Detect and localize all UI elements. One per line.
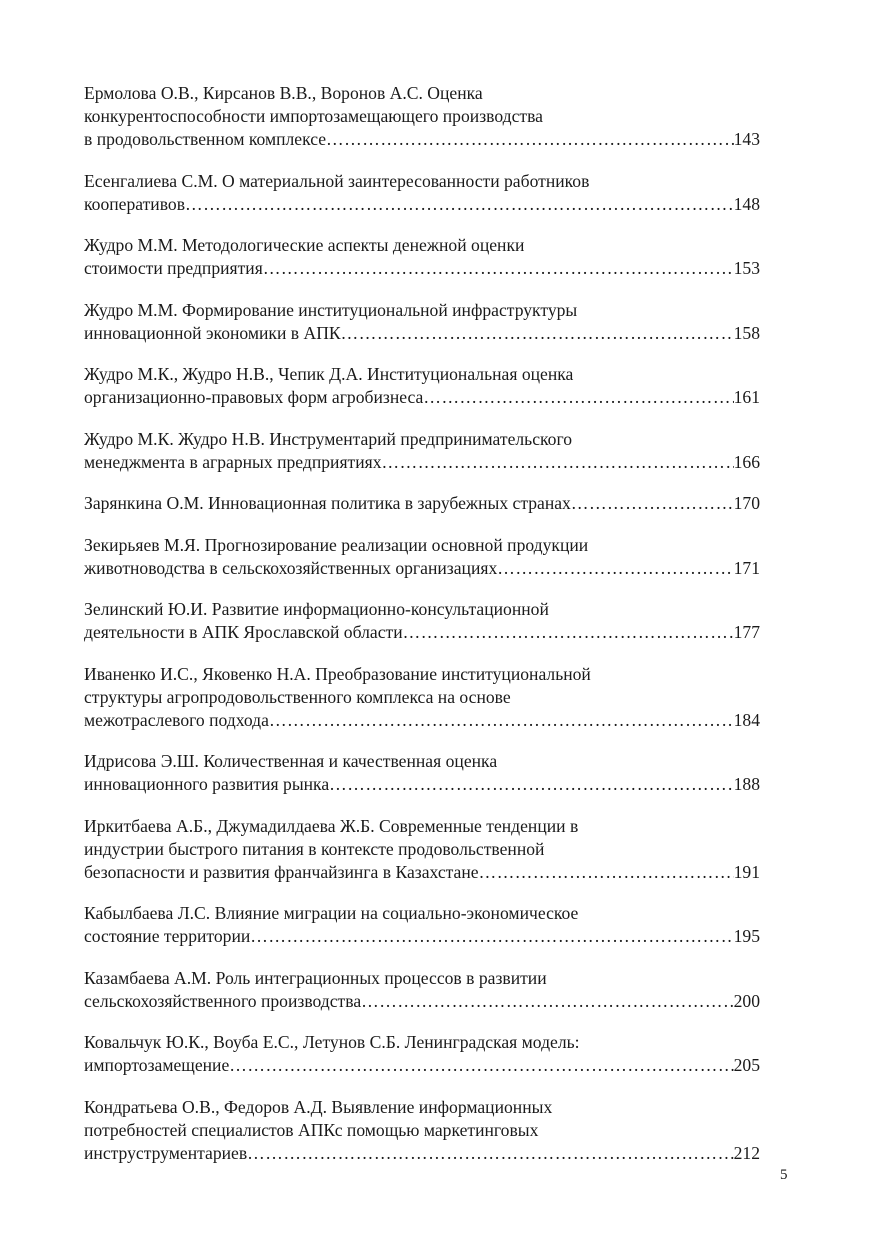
toc-entry: [84, 750, 760, 796]
entry-title-line: Иркитбаева А.Б., Джумадилдаева Ж.Б. Современные тенденции в: [84, 815, 579, 836]
entry-last-line: [84, 925, 760, 948]
entry-title-line: Есенгалиева С.М. О материальной заинтересованности работников: [84, 170, 590, 191]
entry-title-line: структуры агропродовольственного комплекса на основе: [84, 686, 511, 707]
entry-title-end: менеджмента в аграрных предприятиях: [84, 451, 382, 472]
toc-entry: [84, 234, 760, 280]
entry-page-number: 161: [733, 387, 760, 407]
toc-entry: [84, 1031, 760, 1077]
toc-entry: [84, 1096, 760, 1165]
dot-leader: [263, 257, 734, 280]
dot-leader: [185, 193, 734, 216]
dot-leader: [361, 990, 733, 1013]
entry-title-line: индустрии быстрого питания в контексте продовольственной: [84, 838, 545, 859]
entry-last-line: [84, 1142, 760, 1165]
entry-title-end: сельскохозяйственного производства: [84, 990, 362, 1011]
toc-entry: [84, 363, 760, 409]
dot-leader: [269, 709, 734, 732]
entry-title-line: Ковальчук Ю.К., Воуба Е.С., Летунов С.Б. Ленинградская модель:: [84, 1032, 580, 1052]
entry-title-line: Кабылбаева Л.С. Влияние миграции на социально-экономическое: [84, 903, 579, 923]
entry-title-line: Иваненко И.С., Яковенко Н.А. Преобразование институциональной: [84, 663, 591, 684]
entry-page-number: 170: [733, 493, 760, 513]
entry-page-number: 212: [733, 1142, 760, 1163]
entry-title-line: Идрисова Э.Ш. Количественная и качественная оценка: [84, 751, 498, 771]
entry-last-line: [84, 386, 760, 409]
dot-leader: [571, 492, 734, 515]
entry-page-number: 195: [733, 926, 760, 946]
entry-title-end: инструструментариев: [84, 1142, 248, 1163]
entry-title-line: Казамбаева А.М. Роль интеграционных процессов в развитии: [84, 967, 547, 988]
entry-title-end: животноводства в сельскохозяйственных организациях: [84, 557, 498, 578]
dot-leader: [423, 386, 733, 409]
entry-page-number: 166: [733, 451, 760, 472]
toc-entry: [84, 967, 760, 1013]
entry-last-line: [84, 557, 760, 580]
table-of-contents: [84, 82, 760, 1183]
toc-entry: [84, 170, 760, 216]
entry-page-number: 205: [733, 1055, 760, 1075]
entry-title-line: Жудро М.М. Формирование институциональной инфраструктуры: [84, 299, 578, 320]
entry-title-end: кооперативов: [84, 193, 186, 214]
dot-leader: [326, 128, 734, 151]
dot-leader: [329, 773, 733, 796]
entry-title-end: инновационной экономики в АПК: [84, 322, 341, 343]
entry-last-line: [84, 257, 760, 280]
toc-entry: [84, 299, 760, 345]
entry-title-line: Кондратьева О.В., Федоров А.Д. Выявление информационных: [84, 1096, 553, 1117]
page-number: 5: [780, 1167, 788, 1183]
entry-last-line: [84, 492, 760, 515]
entry-title-end: деятельности в АПК Ярославской области: [84, 622, 403, 642]
entry-title-end: инновационного развития рынка: [84, 774, 330, 794]
entry-title-end: в продовольственном комплексе: [84, 129, 327, 149]
entry-last-line: [84, 621, 760, 644]
entry-last-line: [84, 128, 760, 151]
toc-entry: [84, 492, 760, 515]
entry-last-line: [84, 1054, 760, 1077]
entry-title-end: состояние территории: [84, 926, 251, 946]
entry-last-line: [84, 861, 760, 884]
entry-page-number: 191: [733, 861, 760, 882]
entry-last-line: [84, 322, 760, 345]
entry-title-line: Зекирьяев М.Я. Прогнозирование реализации основной продукции: [84, 534, 589, 555]
toc-entry: [84, 428, 760, 474]
entry-page-number: 143: [733, 129, 760, 149]
toc-entry: [84, 815, 760, 884]
dot-leader: [229, 1054, 733, 1077]
entry-title-end: импортозамещение: [84, 1055, 230, 1075]
dot-leader: [247, 1142, 733, 1165]
entry-page-number: 184: [733, 709, 760, 730]
entry-title-line: потребностей специалистов АПКс помощью маркетинговых: [84, 1119, 539, 1140]
entry-title-end: безопасности и развития франчайзинга в Казахстане: [84, 861, 479, 882]
toc-entry: [84, 534, 760, 580]
entry-page-number: 188: [733, 774, 760, 794]
entry-last-line: [84, 990, 760, 1013]
entry-title-end: межотраслевого подхода: [84, 709, 269, 730]
dot-leader: [341, 322, 734, 345]
toc-entry: [84, 663, 760, 732]
entry-page-number: 148: [733, 193, 760, 214]
toc-entry: [84, 598, 760, 644]
entry-title-line: Ермолова О.В., Кирсанов В.В., Воронов А.С. Оценка: [84, 83, 483, 103]
entry-last-line: [84, 193, 760, 216]
entry-page-number: 153: [733, 258, 760, 278]
toc-entry: [84, 82, 760, 151]
entry-title-line: конкурентоспособности импортозамещающего производства: [84, 106, 543, 126]
entry-title-line: Жудро М.К. Жудро Н.В. Инструментарий предпринимательского: [84, 428, 573, 449]
entry-page-number: 177: [733, 622, 760, 642]
entry-page-number: 171: [733, 557, 760, 578]
dot-leader: [497, 557, 733, 580]
entry-title-end: организационно-правовых форм агробизнеса: [84, 387, 424, 407]
entry-page-number: 158: [733, 322, 760, 343]
dot-leader: [250, 925, 733, 948]
entry-title-line: Жудро М.К., Жудро Н.В., Чепик Д.А. Институциональная оценка: [84, 364, 574, 384]
entry-page-number: 200: [733, 990, 760, 1011]
dot-leader: [403, 621, 734, 644]
entry-last-line: [84, 773, 760, 796]
toc-entry: [84, 902, 760, 948]
entry-title-end: Зарянкина О.М. Инновационная политика в зарубежных странах: [84, 493, 571, 513]
entry-title-line: Зелинский Ю.И. Развитие информационно-консультационной: [84, 599, 549, 619]
entry-title-line: Жудро М.М. Методологические аспекты денежной оценки: [84, 235, 525, 255]
dot-leader: [479, 861, 734, 884]
dot-leader: [382, 451, 734, 474]
entry-title-end: стоимости предприятия: [84, 258, 263, 278]
entry-last-line: [84, 709, 760, 732]
entry-last-line: [84, 451, 760, 474]
